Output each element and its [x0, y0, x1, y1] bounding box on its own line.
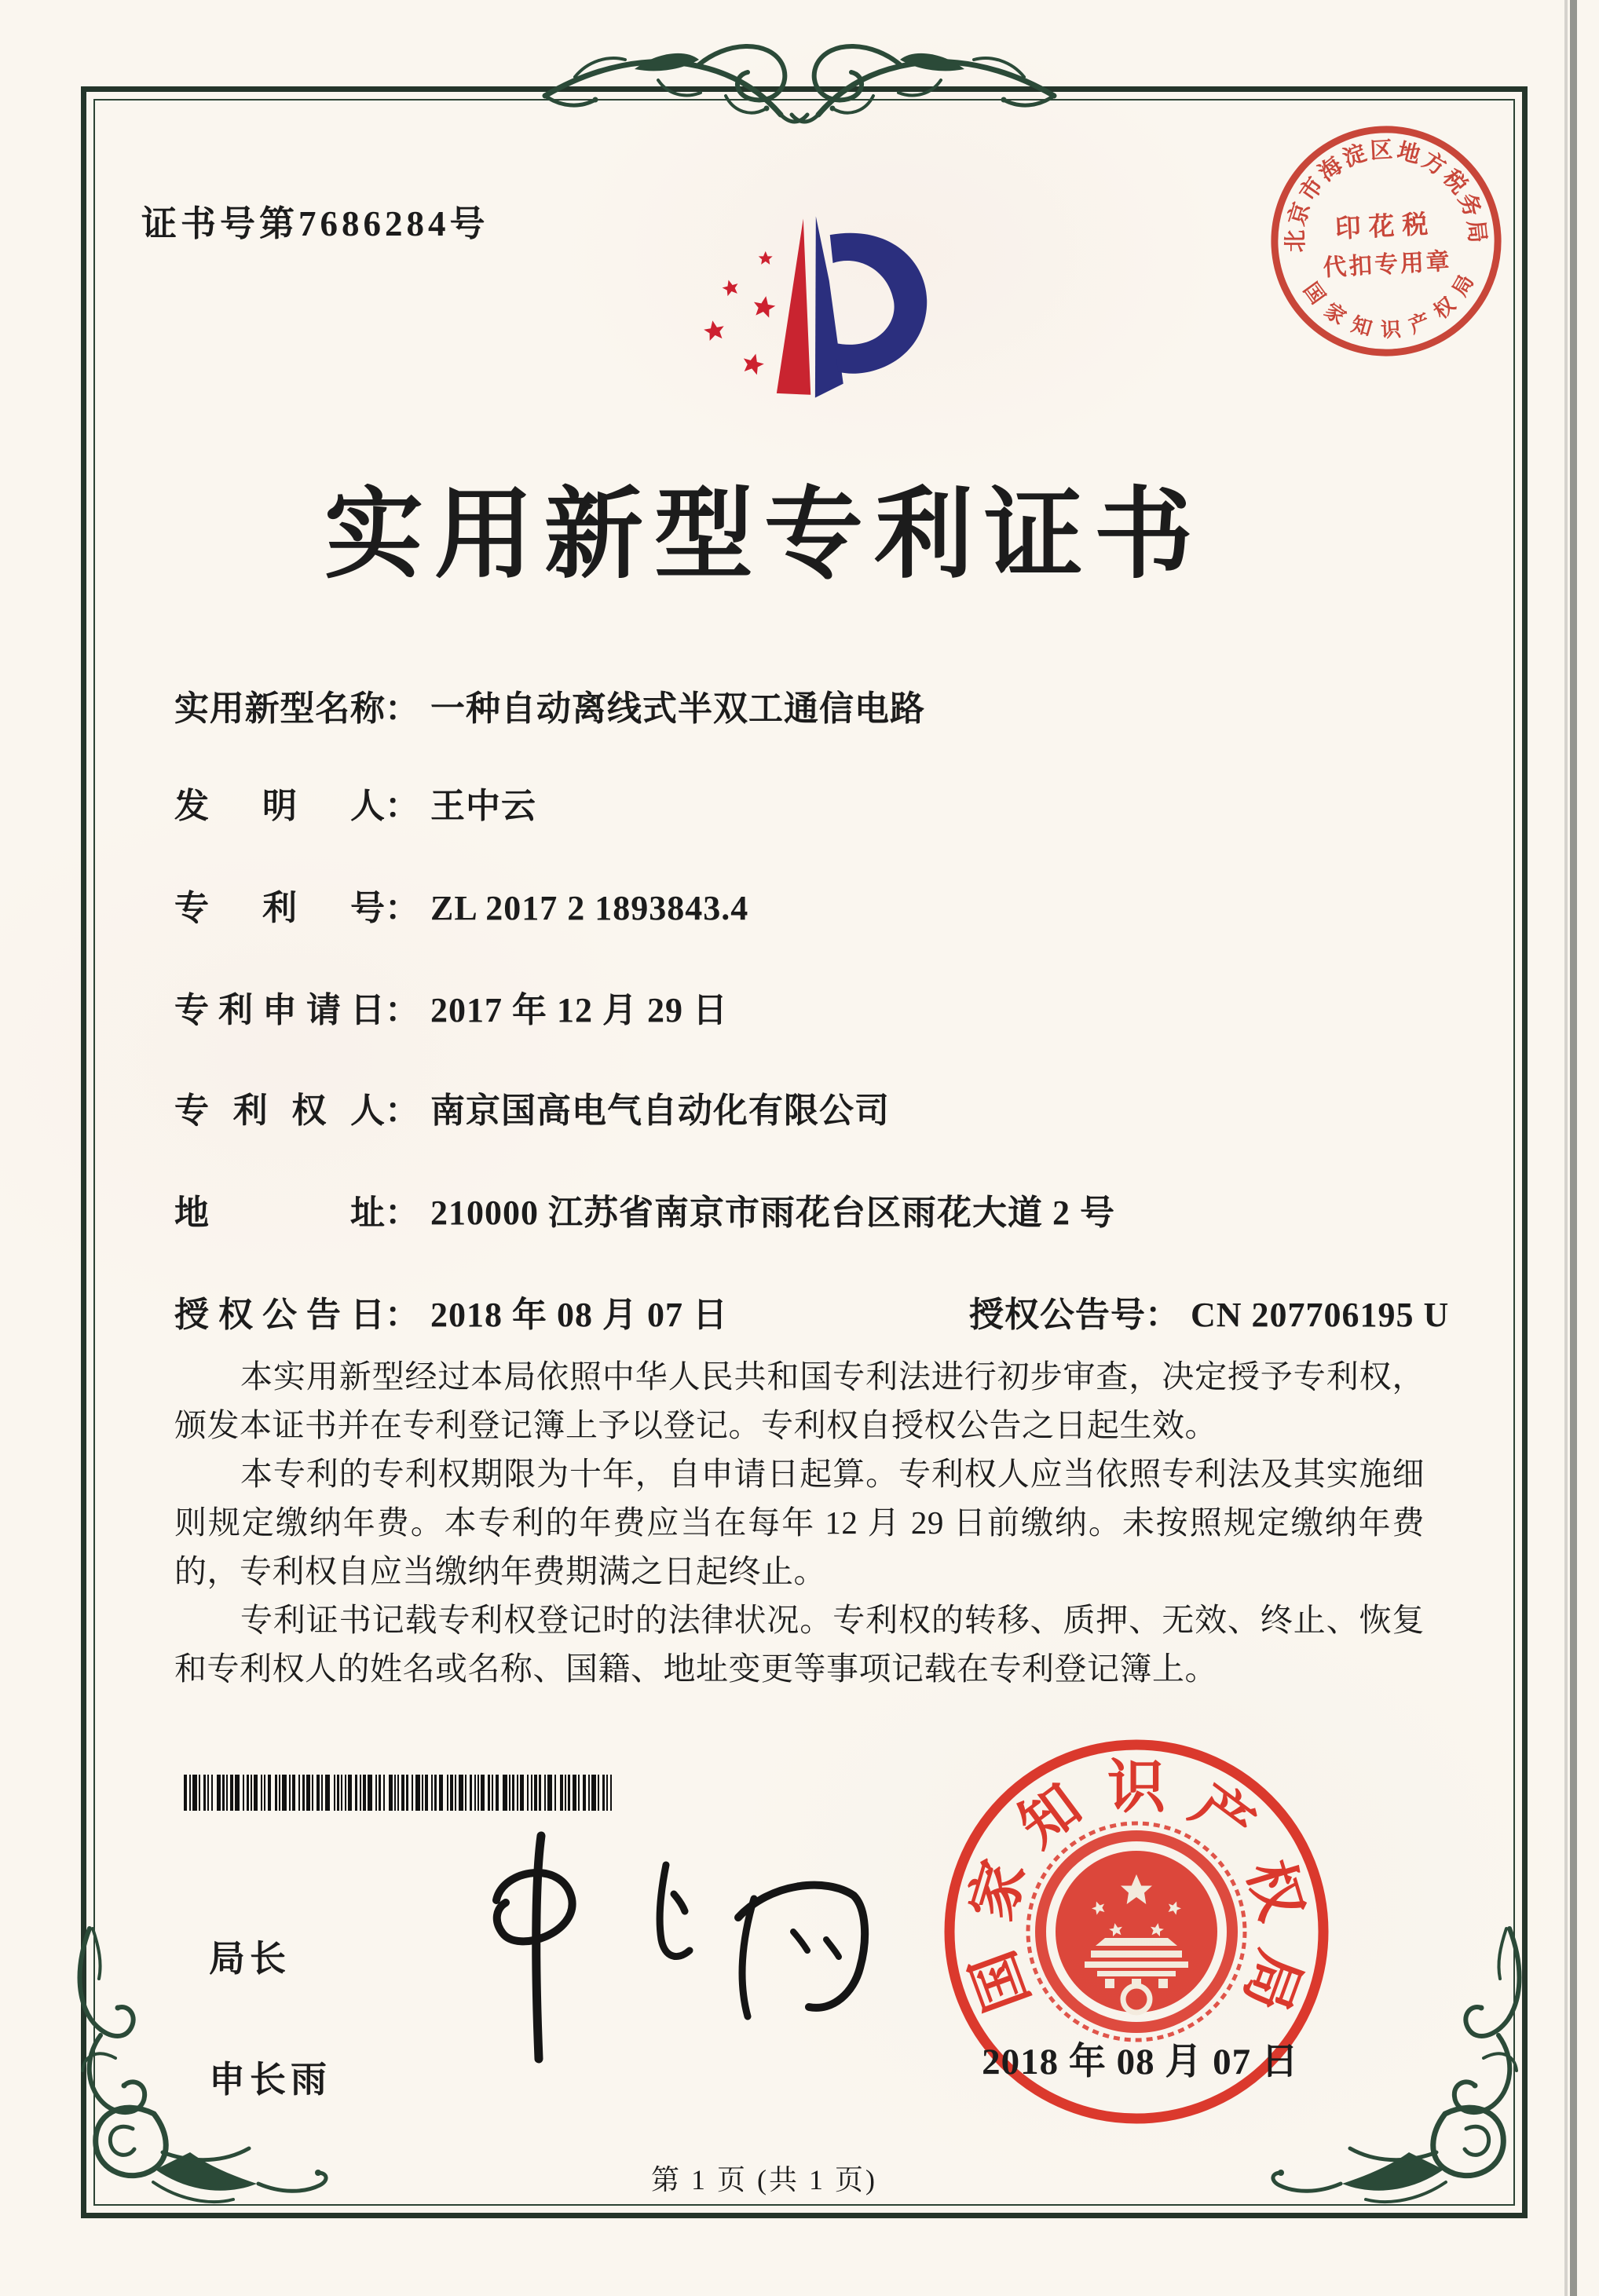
field-label: 地址	[174, 1194, 385, 1232]
field-label: 授权公告号	[969, 1296, 1145, 1334]
svg-text:识: 识	[1380, 317, 1402, 342]
svg-text:权: 权	[1429, 293, 1460, 324]
field-label: 专利权人	[174, 1091, 385, 1130]
svg-text:务: 务	[1453, 189, 1486, 221]
seal-date: 2018 年 08 月 07 日	[982, 2042, 1299, 2082]
field-label: 发明人	[174, 787, 385, 825]
field-value: ZL 2017 2 1893843.4	[430, 889, 749, 927]
field-colon: ：	[385, 1091, 419, 1130]
svg-text:北: 北	[1282, 229, 1308, 253]
logo-stars	[702, 251, 777, 376]
field-value: 王中云	[430, 787, 536, 825]
field-value: 一种自动离线式半双工通信电路	[430, 689, 925, 728]
svg-text:产: 产	[1406, 309, 1433, 338]
certificate-number: 证书号第7686284号	[141, 204, 489, 243]
logo-red-wedge	[777, 218, 810, 394]
svg-text:方: 方	[1418, 147, 1451, 181]
legal-paragraphs	[174, 1352, 1425, 1693]
field-value: CN 207706195 U	[1191, 1296, 1450, 1334]
tax-stamp-center-line1: 印花税	[1334, 210, 1437, 244]
svg-text:淀: 淀	[1339, 140, 1370, 172]
field-value: 2017 年 12 月 29 日	[430, 991, 728, 1029]
field-grant-number	[969, 1286, 1449, 1336]
tax-stamp-center-line2: 代扣专用章	[1322, 248, 1453, 281]
stamp-tax-seal	[1255, 110, 1517, 372]
national-emblem	[1028, 1823, 1245, 2040]
field-patentee	[174, 1082, 890, 1132]
svg-text:局: 局	[1462, 218, 1491, 244]
field-label: 实用新型名称	[174, 689, 385, 728]
field-value: 210000 江苏省南京市雨花台区雨花大道 2 号	[430, 1194, 1115, 1232]
svg-text:局: 局	[1231, 1942, 1312, 2020]
field-utility-model-name	[174, 680, 925, 730]
field-inventor	[174, 777, 536, 828]
field-colon: ：	[385, 1296, 419, 1334]
field-grant-row	[174, 1286, 1450, 1336]
svg-text:市: 市	[1294, 173, 1329, 207]
svg-text:权: 权	[1235, 1853, 1314, 1928]
svg-text:国: 国	[1299, 278, 1330, 309]
svg-text:京: 京	[1284, 199, 1315, 229]
svg-text:局: 局	[1448, 271, 1479, 301]
field-label: 专利号	[174, 889, 385, 927]
svg-text:识: 识	[1107, 1756, 1165, 1820]
paragraph-term-and-fees: 本专利的专利权期限为十年，自申请日起算。专利权人应当依照专利法及其实施细则规定缴纳年费。本专利的年费应当在每年 12 月 29 日前缴纳。未按照规定缴纳年费的，专利权自应当缴纳年费期满之日起终止。	[174, 1456, 1425, 1589]
field-label: 专利申请日	[174, 991, 385, 1029]
cnipa-logo	[658, 192, 969, 437]
logo-blue-p	[815, 217, 927, 398]
svg-text:知: 知	[1348, 313, 1375, 341]
field-patent-number	[174, 879, 748, 930]
paragraph-grant-statement: 本实用新型经过本局依照中华人民共和国专利法进行初步审查，决定授予专利权，颁发本证书并在专利登记簿上予以登记。专利权自授权公告之日起生效。	[174, 1358, 1425, 1443]
commissioner-title: 局长	[209, 1939, 291, 1979]
commissioner-name: 申长雨	[209, 2060, 331, 2100]
top-dragon-ornament	[540, 20, 1059, 166]
svg-text:地: 地	[1394, 138, 1423, 169]
field-address	[174, 1184, 1115, 1234]
field-colon: ：	[385, 1194, 419, 1232]
svg-text:国: 国	[960, 1942, 1042, 2020]
field-colon: ：	[385, 787, 419, 825]
svg-text:海: 海	[1314, 152, 1348, 187]
field-colon: ：	[385, 991, 419, 1029]
scan-edge-shadow-light	[1564, 0, 1568, 2296]
page-number: 第 1 页 (共 1 页)	[651, 2164, 877, 2195]
svg-text:税: 税	[1437, 165, 1472, 199]
field-value: 2018 年 08 月 07 日	[430, 1296, 728, 1334]
svg-text:家: 家	[1320, 298, 1350, 330]
field-value: 南京国高电气自动化有限公司	[430, 1091, 890, 1130]
barcode	[184, 1775, 614, 1811]
svg-text:产: 产	[1180, 1773, 1265, 1860]
scan-edge-shadow	[1570, 0, 1577, 2296]
svg-text:知: 知	[1008, 1773, 1093, 1860]
svg-text:家: 家	[959, 1853, 1038, 1928]
svg-text:区: 区	[1369, 137, 1394, 164]
field-filing-date	[174, 982, 728, 1032]
field-colon: ：	[385, 689, 419, 728]
field-colon: ：	[1145, 1296, 1180, 1334]
field-label: 授权公告日	[174, 1296, 385, 1334]
commissioner-signature	[424, 1822, 927, 2081]
paragraph-register-statement: 专利证书记载专利权登记时的法律状况。专利权的转移、质押、无效、终止、恢复和专利权人的姓名或名称、国籍、地址变更等事项记载在专利登记簿上。	[174, 1602, 1425, 1687]
field-colon: ：	[385, 889, 419, 927]
certificate-title: 实用新型专利证书	[324, 481, 1204, 590]
